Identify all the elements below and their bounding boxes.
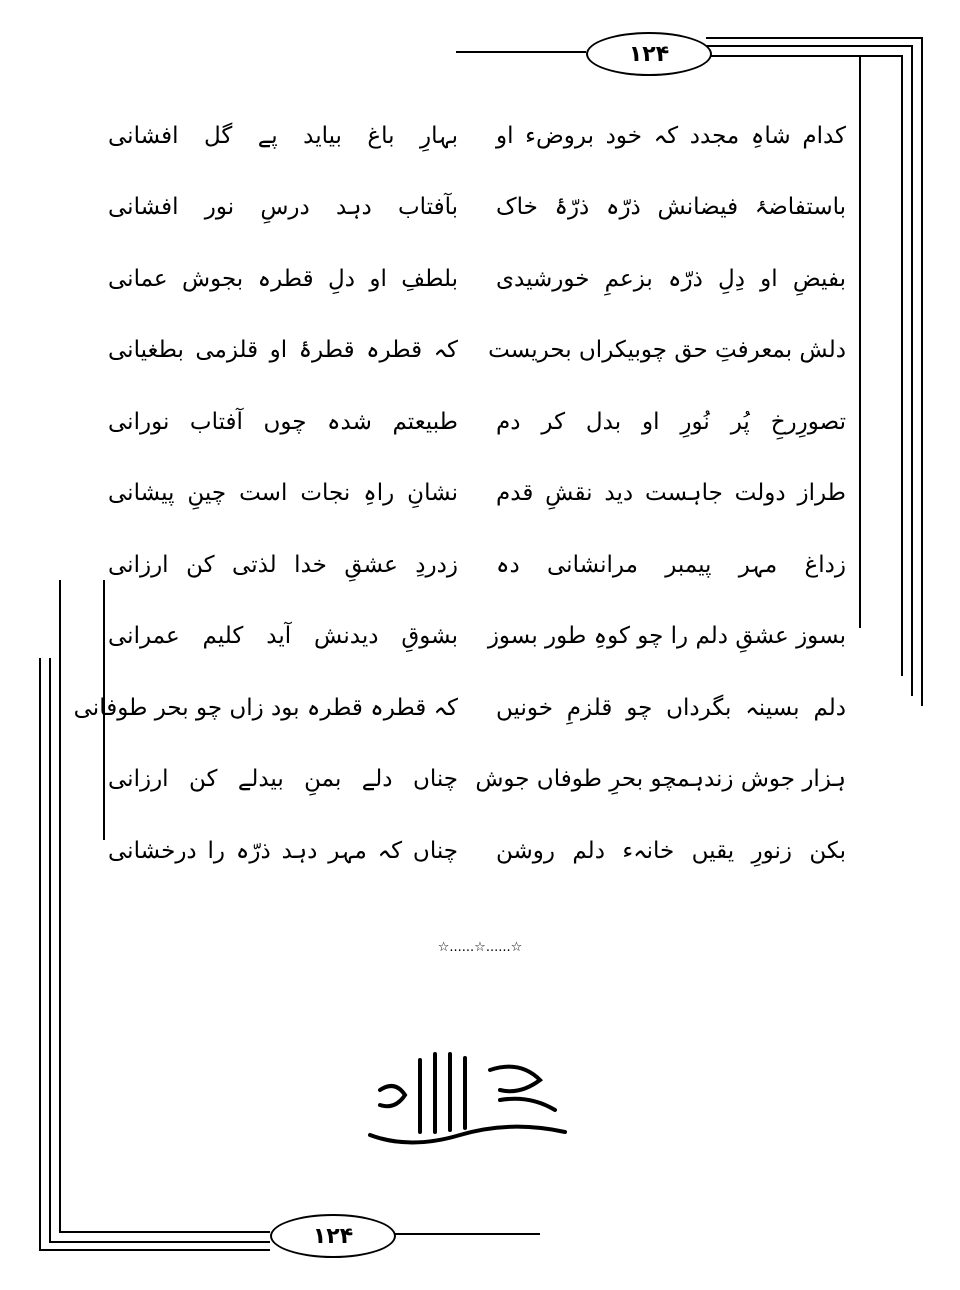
hemistich-left: چناں دلے بمنِ بیدلے کن ارزانی <box>108 766 458 793</box>
verse-line <box>108 744 846 816</box>
hemistich-right: تصورِرخِ پُر نُورِ او بدل کر دم <box>496 408 846 435</box>
hemistich-left: نشانِ راہِ نجات است چینِ پیشانی <box>108 480 458 507</box>
verse-line <box>108 172 846 244</box>
hemistich-right: طراز دولت جاہست دید نقشِ قدم <box>496 480 846 507</box>
hemistich-left: چناں کہ مہر دہد ذرّہ را درخشانی <box>108 837 458 864</box>
hemistich-left: بآفتاب دہد درسِ نور افشانی <box>108 194 458 221</box>
hemistich-right: زداغ مہر پیمبر مرانشانی دہ <box>496 551 846 578</box>
hemistich-right: دلم بسینہ بگرداں چو قلزمِ خونیں <box>496 694 846 721</box>
hemistich-left: کہ قطرہ قطرۂ او قلزمی بطغیانی <box>108 337 458 364</box>
verse-line <box>108 243 846 315</box>
page-number-bottom: ۱۲۴ <box>270 1214 396 1258</box>
verse-line <box>73 672 846 744</box>
hemistich-left: طبیعتم شدہ چوں آفتاب نورانی <box>108 408 458 435</box>
page-number-top: ۱۲۴ <box>586 32 712 76</box>
star-ornament-divider: ☆......☆......☆ <box>437 940 523 955</box>
calligraphy-seal <box>307 1040 633 1160</box>
verse-line <box>108 315 846 387</box>
hemistich-left: بشوقِ دیدنش آید کلیم عمرانی <box>108 623 458 650</box>
hemistich-left: کہ قطرہ قطرہ بود زاں چو بحر طوفانی <box>73 694 458 721</box>
hemistich-right: بکن زنورِ یقیں خانہء دلم روشن <box>496 837 846 864</box>
calligraphy-caption: سبحان اللہ وبحمدہ <box>307 1073 633 1120</box>
verse-line <box>108 386 846 458</box>
hemistich-right: کدام شاہِ مجدد کہ خود بروضء او <box>496 122 846 149</box>
hemistich-left: بہارِ باغ بیاید پے گل افشانی <box>108 122 458 149</box>
hemistich-right: ہزار جوش زندہمچو بحرِ طوفاں جوش <box>475 766 846 793</box>
hemistich-right: باستفاضۂ فیضانش ذرّہ ذرّۂ خاک <box>496 194 846 221</box>
verse-line <box>108 815 846 887</box>
hemistich-right: دلش بمعرفتِ حق چوبیکراں بحریست <box>488 337 846 364</box>
verse-line <box>108 529 846 601</box>
hemistich-left: بلطفِ او دلِ قطرہ بجوش عمانی <box>108 265 458 292</box>
verse-line <box>108 601 846 673</box>
hemistich-right: بسوز عشقِ دلم را چو کوہِ طور بسوز <box>487 623 846 650</box>
hemistich-right: بفیضِ او دِلِ ذرّہ بزعمِ خورشیدی <box>496 265 846 292</box>
hemistich-left: زدردِ عشقِ خدا لذتی کن ارزانی <box>108 551 458 578</box>
poem-body <box>73 100 846 887</box>
verse-line <box>108 458 846 530</box>
verse-line <box>108 100 846 172</box>
